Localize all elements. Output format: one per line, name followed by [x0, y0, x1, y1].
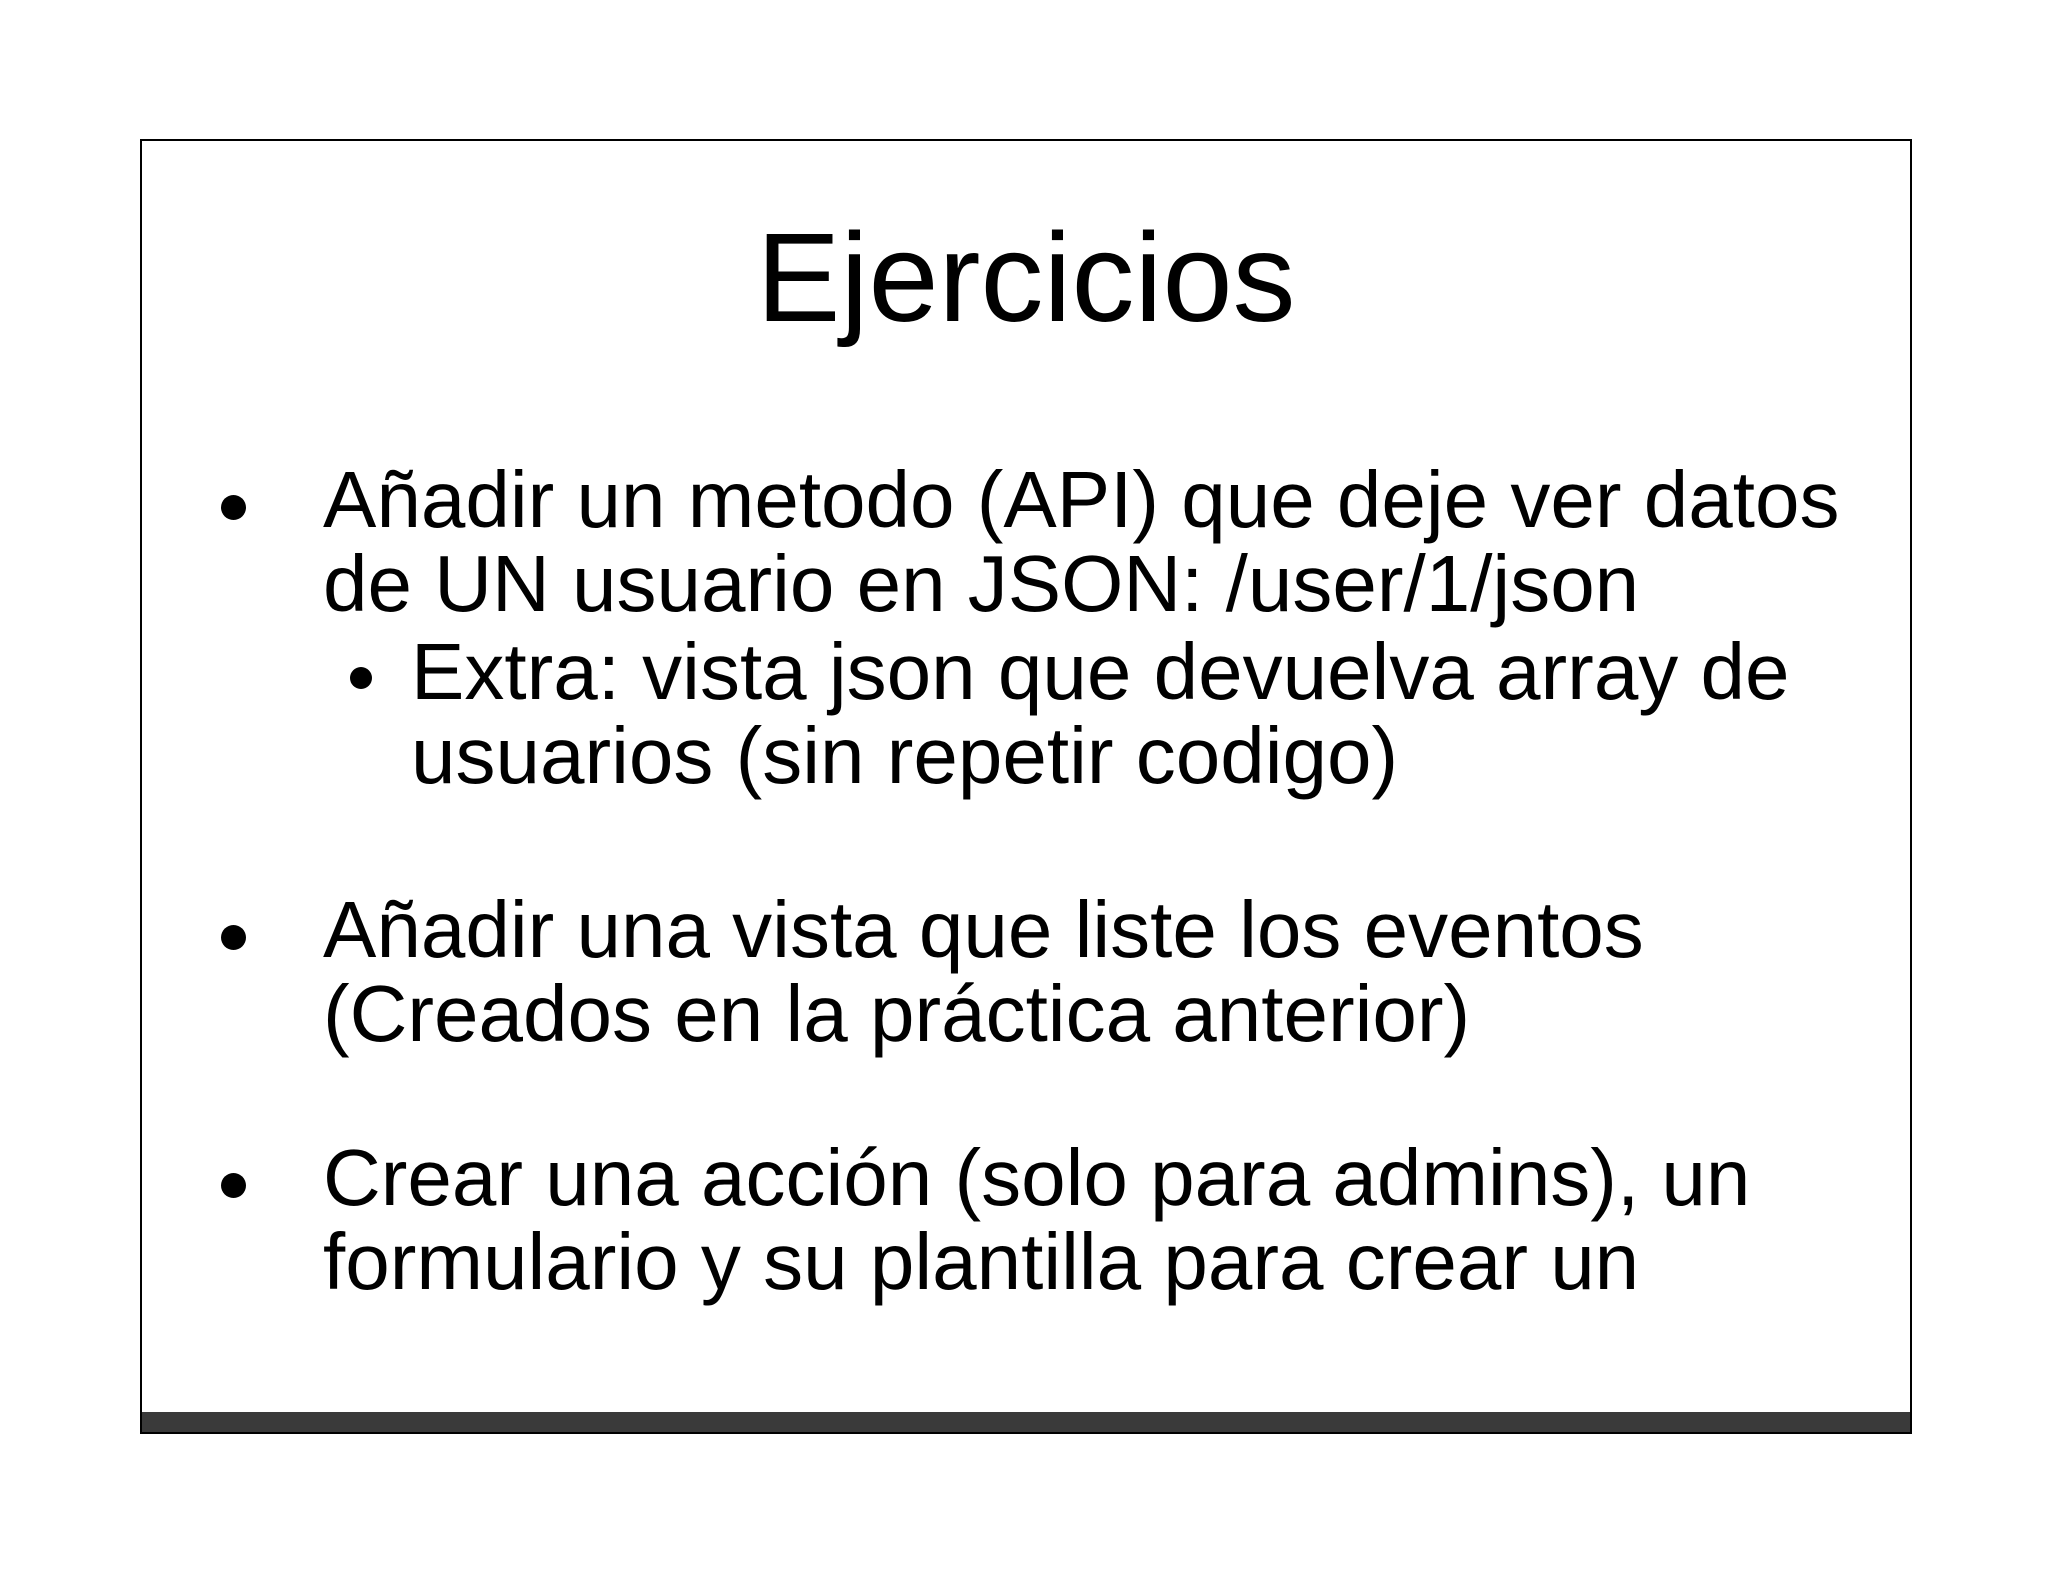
bullet-list: [142, 455, 1910, 1306]
list-item: [142, 1133, 1910, 1306]
slide: [140, 139, 1912, 1434]
sub-bullet-text: Extra: vista json que devuelva array de usuarios (sin repetir codigo): [411, 627, 1790, 800]
bullet-dot-icon: [221, 495, 246, 520]
list-item: [142, 885, 1910, 1058]
slide-title: Ejercicios: [756, 207, 1296, 348]
bullet-dot-icon: [221, 925, 246, 950]
slide-footer-bar: [142, 1412, 1910, 1432]
bullet-text: Añadir un metodo (API) que deje ver datos de UN usuario en JSON: /user/1/json: [323, 455, 1840, 628]
bullet-dot-icon: [221, 1173, 246, 1198]
list-item: [142, 455, 1910, 800]
sub-bullet-dot-icon: [350, 667, 372, 689]
sub-list-item: [142, 627, 1910, 800]
bullet-text: Añadir una vista que liste los eventos (Creados en la práctica anterior): [323, 885, 1644, 1058]
bullet-text: Crear una acción (solo para admins), un formulario y su plantilla para crear un: [323, 1133, 1751, 1306]
